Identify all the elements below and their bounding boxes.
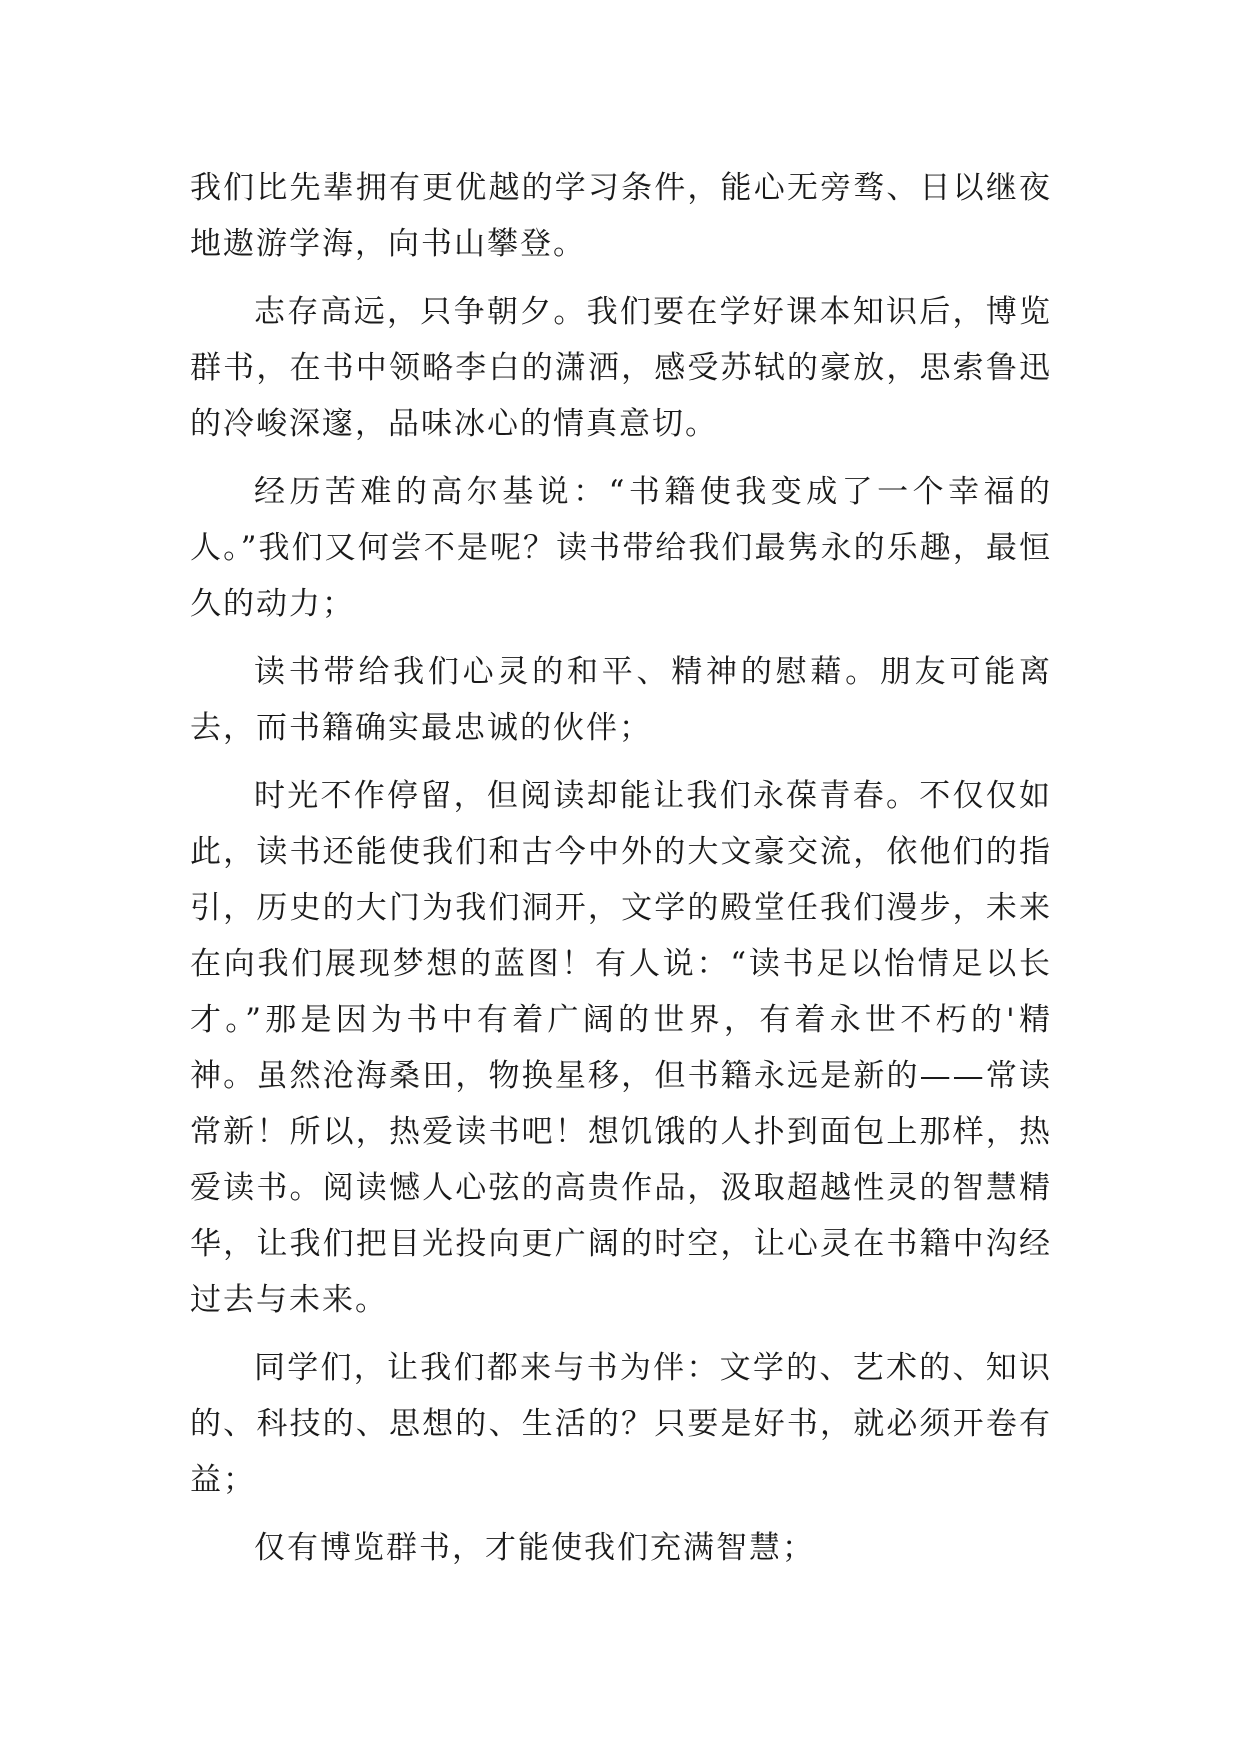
paragraph-5: 时光不作停留，但阅读却能让我们永葆青春。不仅仅如此，读书还能使我们和古今中外的大文豪交流，依他们的指引，历史的大门为我们洞开，文学的殿堂任我们漫步，未来在向我们展现梦想的蓝图！有人说：“读书足以怡情足以长才。”那是因为书中有着广阔的世界，有着永世不朽的'精神。虽然沧海桑田，物换星移，但书籍永远是新的——常读常新！所以，热爱读书吧！想饥饿的人扑到面包上那样，热爱读书。阅读憾人心弦的高贵作品，汲取超越性灵的智慧精华，让我们把目光投向更广阔的时空，让心灵在书籍中沟经过去与未来。 [190, 778, 1052, 1318]
paragraph-1: 我们比先辈拥有更优越的学习条件，能心无旁骛、日以继夜地遨游学海，向书山攀登。 [190, 170, 1052, 262]
paragraph-3: 经历苦难的高尔基说：“书籍使我变成了一个幸福的人。”我们又何尝不是呢？读书带给我们最隽永的乐趣，最恒久的动力； [190, 474, 1052, 622]
paragraph-2: 志存高远，只争朝夕。我们要在学好课本知识后，博览群书，在书中领略李白的潇洒，感受苏轼的豪放，思索鲁迅的冷峻深邃，品味冰心的情真意切。 [190, 294, 1052, 442]
paragraph-7: 仅有博览群书，才能使我们充满智慧； [254, 1530, 815, 1566]
paragraph-4: 读书带给我们心灵的和平、精神的慰藉。朋友可能离去，而书籍确实最忠诚的伙伴； [190, 654, 1052, 746]
paragraph-6: 同学们，让我们都来与书为伴：文学的、艺术的、知识的、科技的、思想的、生活的？只要是好书，就必须开卷有益； [190, 1350, 1052, 1498]
document-body [190, 160, 1052, 1588]
